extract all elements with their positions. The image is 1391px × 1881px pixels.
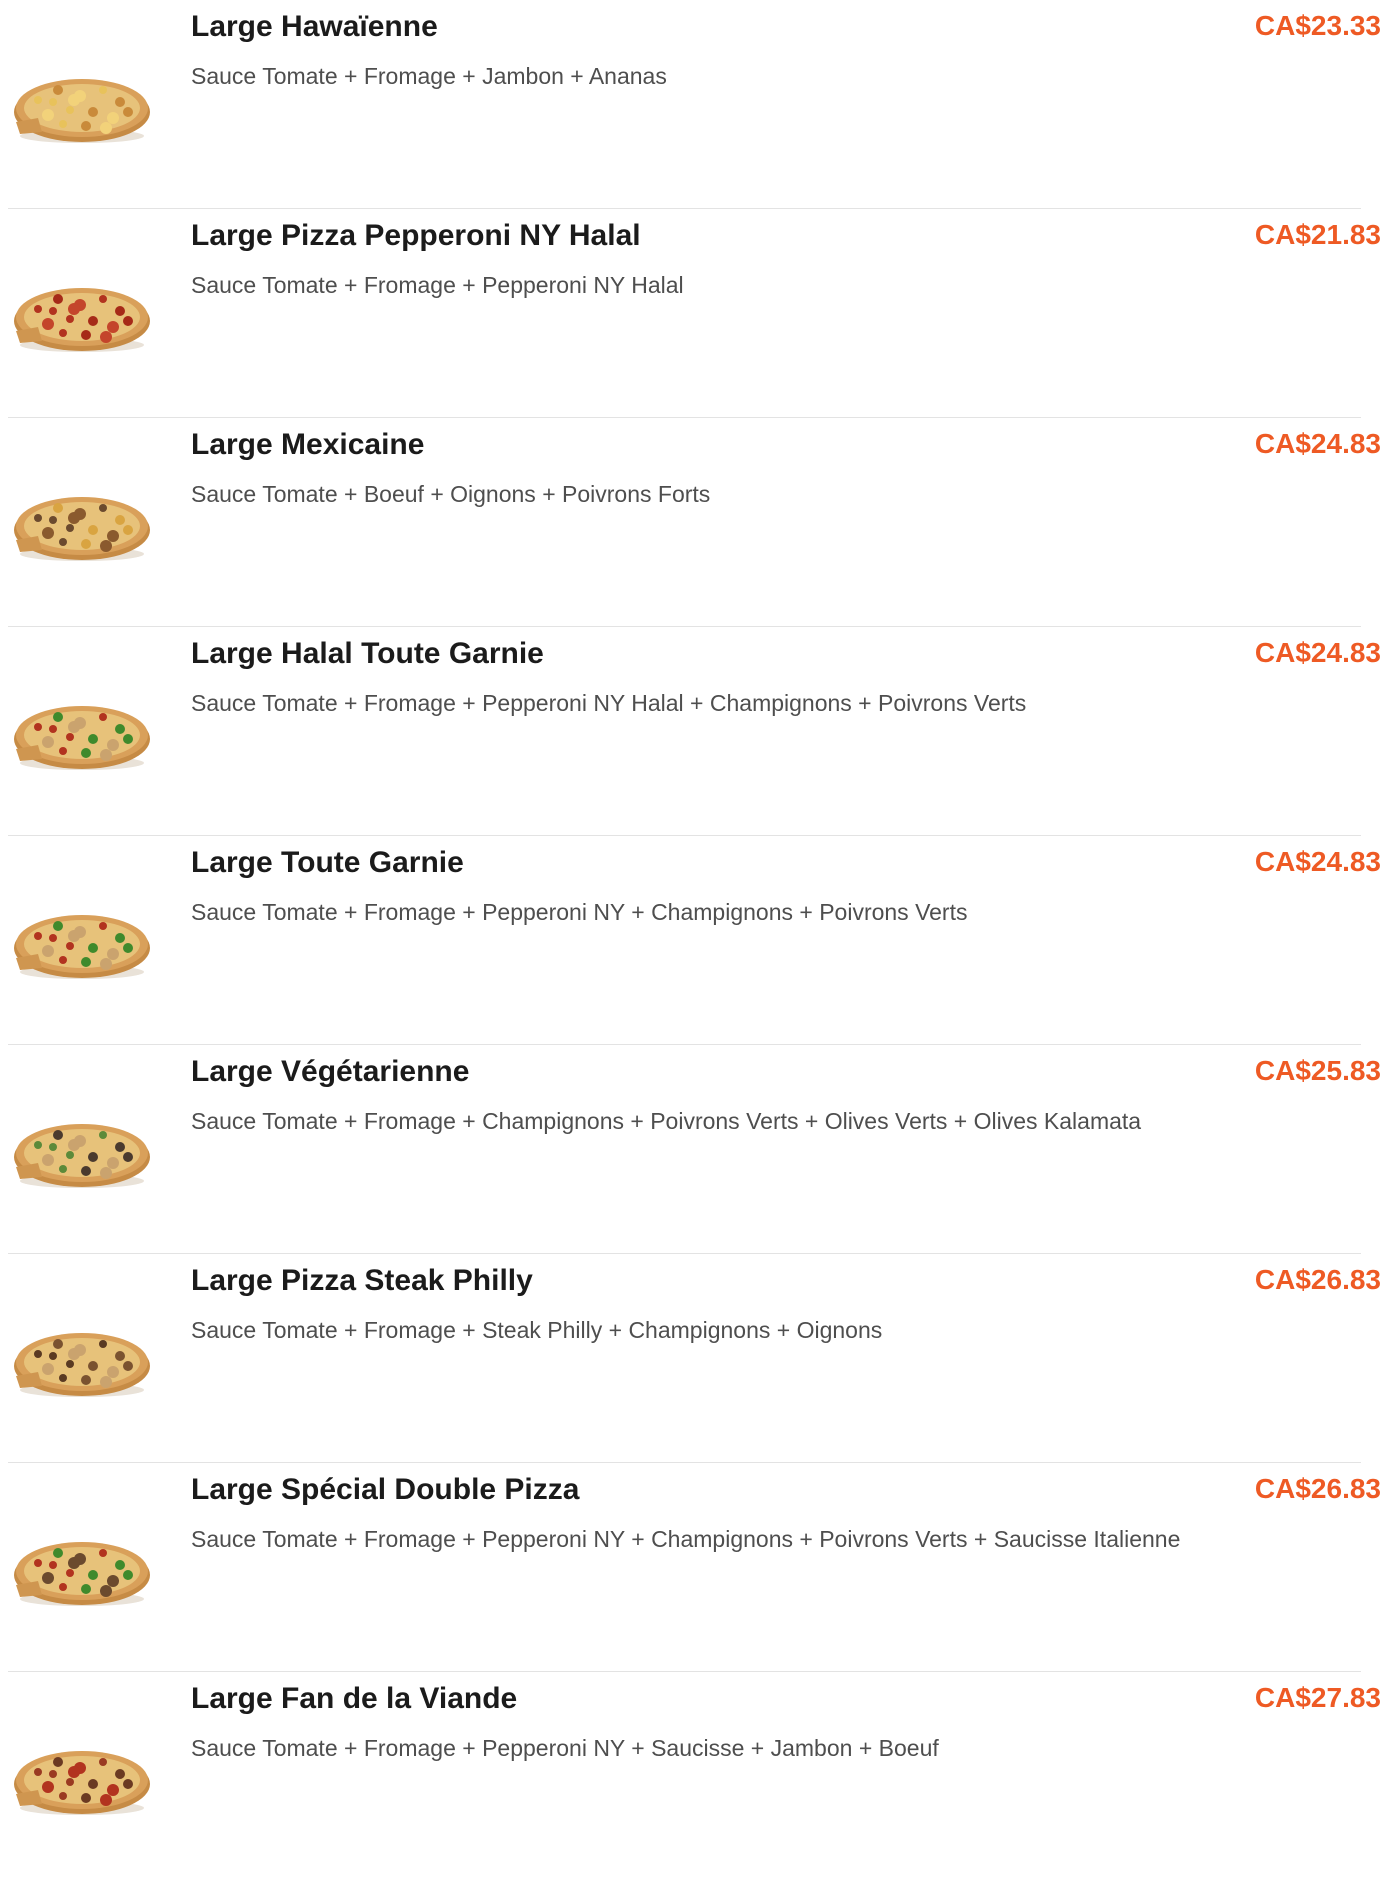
menu-item[interactable]	[0, 836, 1391, 1045]
item-description: Sauce Tomate + Fromage + Pepperoni NY + Saucisse + Jambon + Boeuf	[191, 1735, 939, 1761]
mexican-pizza-image[interactable]	[8, 478, 152, 564]
item-description: Sauce Tomate + Fromage + Steak Philly + Champignons + Oignons	[191, 1317, 883, 1343]
item-name[interactable]: Large Pizza Pepperoni NY Halal	[191, 219, 641, 252]
menu-item[interactable]	[0, 1463, 1391, 1672]
item-description: Sauce Tomate + Fromage + Pepperoni NY Halal	[191, 272, 684, 298]
item-description: Sauce Tomate + Fromage + Champignons + Poivrons Verts + Olives Verts + Olives Kalamata	[191, 1108, 1142, 1134]
item-name[interactable]: Large Spécial Double Pizza	[191, 1473, 580, 1506]
item-name[interactable]: Large Hawaïenne	[191, 10, 438, 43]
item-price: CA$26.83	[1254, 1264, 1381, 1295]
item-description: Sauce Tomate + Fromage + Pepperoni NY + Champignons + Poivrons Verts + Saucisse Italienne	[191, 1526, 1181, 1552]
menu-item[interactable]	[0, 1045, 1391, 1254]
item-name[interactable]: Large Toute Garnie	[191, 846, 464, 879]
item-price: CA$27.83	[1254, 1682, 1381, 1713]
item-name[interactable]: Large Mexicaine	[191, 428, 425, 461]
item-description: Sauce Tomate + Fromage + Pepperoni NY Halal + Champignons + Poivrons Verts	[191, 690, 1027, 716]
meat-lovers-pizza-image[interactable]	[8, 1732, 152, 1818]
item-name[interactable]: Large Fan de la Viande	[191, 1682, 518, 1715]
item-price: CA$24.83	[1254, 846, 1381, 877]
menu-item[interactable]	[0, 627, 1391, 836]
double-special-pizza-image[interactable]	[8, 1523, 152, 1609]
item-description: Sauce Tomate + Fromage + Pepperoni NY + Champignons + Poivrons Verts	[191, 899, 968, 925]
item-name[interactable]: Large Pizza Steak Philly	[191, 1264, 533, 1297]
steak-philly-pizza-image[interactable]	[8, 1314, 152, 1400]
item-price: CA$24.83	[1254, 428, 1381, 459]
item-description: Sauce Tomate + Boeuf + Oignons + Poivrons Forts	[191, 481, 711, 507]
menu-item[interactable]	[0, 1254, 1391, 1463]
menu-item[interactable]	[0, 1672, 1391, 1881]
all-dressed-pizza-image[interactable]	[8, 896, 152, 982]
menu-item[interactable]	[0, 209, 1391, 418]
all-dressed-halal-pizza-image[interactable]	[8, 687, 152, 773]
item-price: CA$21.83	[1254, 219, 1381, 250]
item-price: CA$24.83	[1254, 637, 1381, 668]
vegetarian-pizza-image[interactable]	[8, 1105, 152, 1191]
item-description: Sauce Tomate + Fromage + Jambon + Ananas	[191, 63, 667, 89]
item-price: CA$25.83	[1254, 1055, 1381, 1086]
item-name[interactable]: Large Halal Toute Garnie	[191, 637, 544, 670]
item-price: CA$23.33	[1254, 10, 1381, 41]
menu-item[interactable]	[0, 0, 1391, 209]
menu-item[interactable]	[0, 418, 1391, 627]
pepperoni-pizza-image[interactable]	[8, 269, 152, 355]
item-price: CA$26.83	[1254, 1473, 1381, 1504]
hawaiian-pizza-image[interactable]	[8, 60, 152, 146]
item-name[interactable]: Large Végétarienne	[191, 1055, 470, 1088]
